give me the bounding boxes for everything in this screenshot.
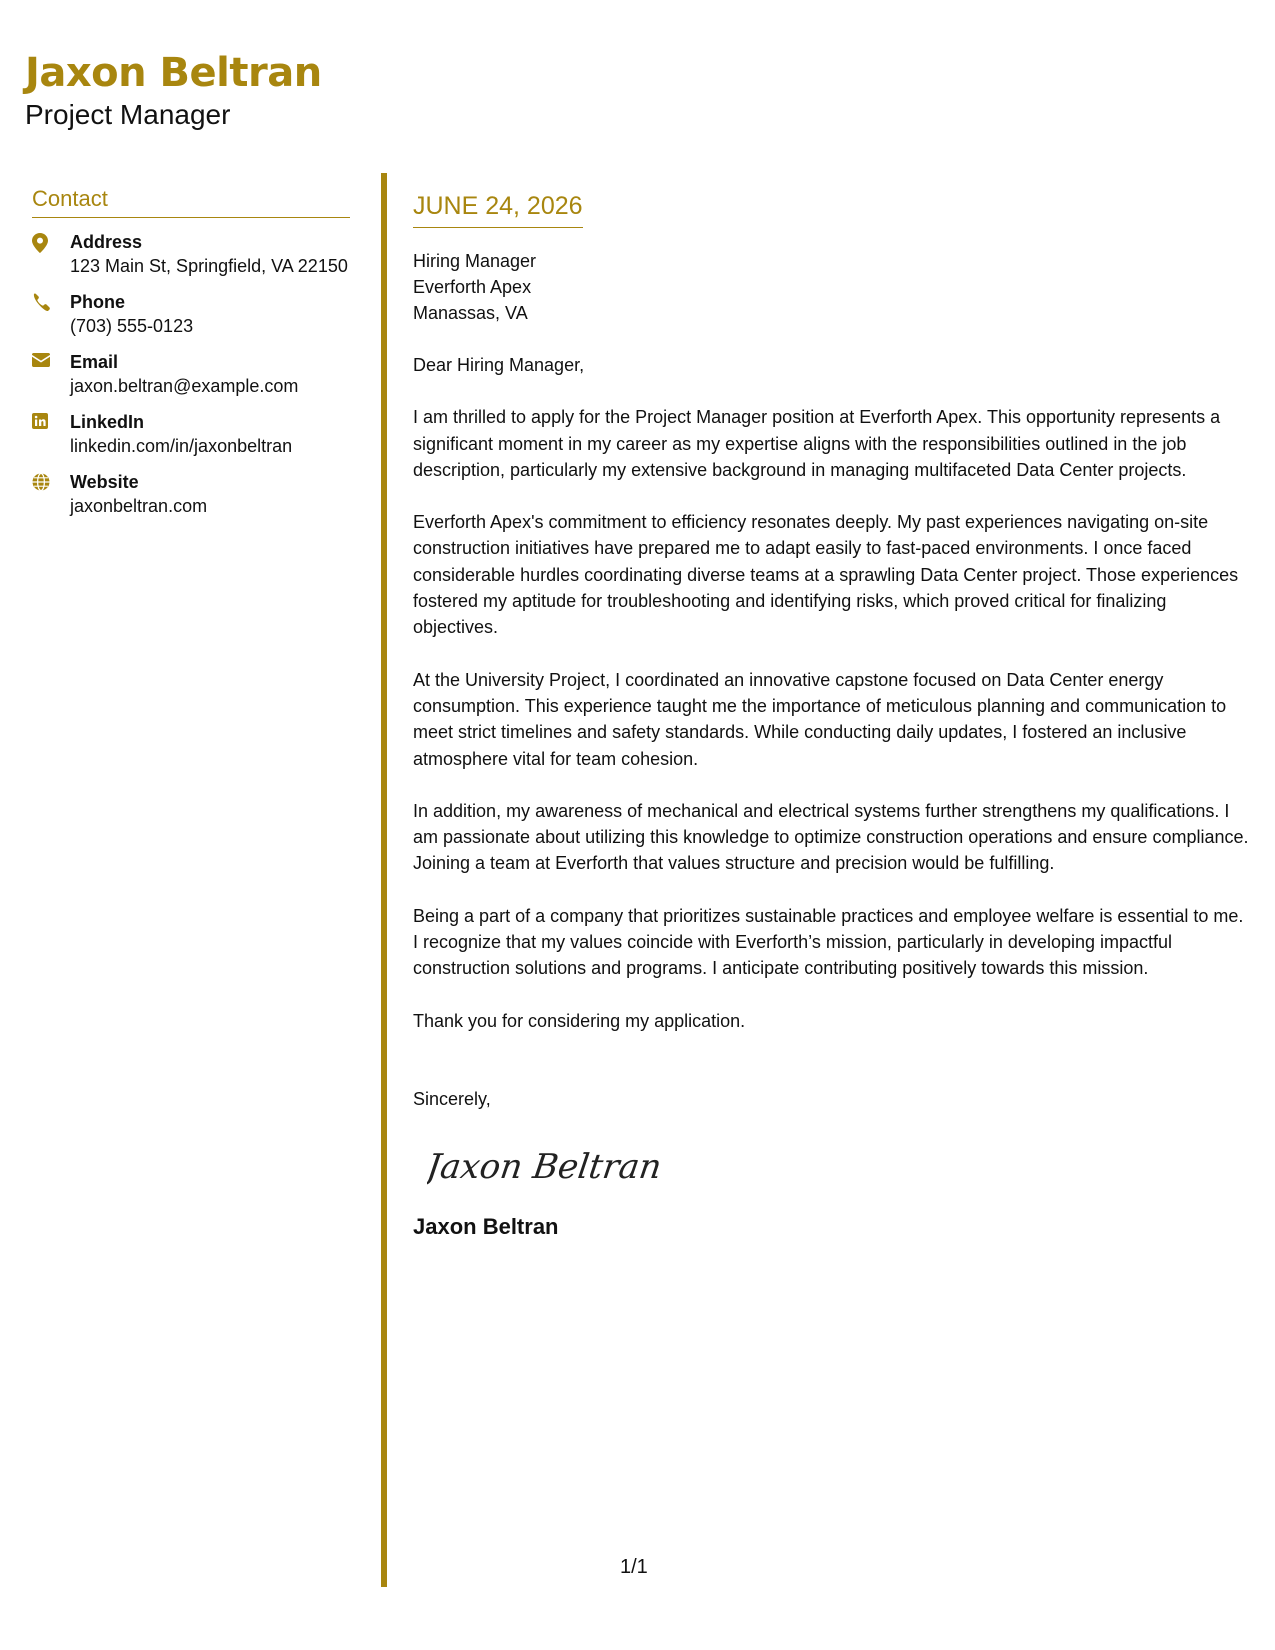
applicant-name: Jaxon Beltran: [25, 50, 322, 96]
website-label: Website: [70, 472, 139, 492]
contact-linkedin: [32, 410, 350, 458]
linkedin-icon: [32, 410, 70, 458]
email-label: Email: [70, 352, 119, 372]
website-value: jaxonbeltran.com: [70, 496, 208, 516]
contact-phone: [32, 290, 350, 338]
header: [25, 48, 322, 132]
address-value: 123 Main St, Springfield, VA 22150: [70, 256, 348, 276]
phone-icon: [32, 290, 70, 338]
linkedin-value: linkedin.com/in/jaxonbeltran: [70, 436, 293, 456]
contact-website: [32, 470, 350, 518]
email-value: jaxon.beltran@example.com: [70, 376, 299, 396]
phone-value: (703) 555-0123: [70, 316, 194, 336]
envelope-icon: [32, 350, 70, 398]
signer-name: Jaxon Beltran: [413, 1213, 559, 1239]
closing: Sincerely,: [413, 1088, 491, 1109]
address-label: Address: [70, 232, 143, 252]
salutation: Dear Hiring Manager,: [413, 355, 585, 375]
letter-body: [413, 190, 1253, 1240]
paragraph: At the University Project, I coordinated an innovative capstone focused on Data Center energy consumption. This experience taught me the importance of meticulous planning and communication to meet strict timelines and safety standards. While conducting daily updates, I fostered an inclusive atmosphere vital for team cohesion.: [413, 669, 1227, 769]
contact-heading: Contact: [32, 186, 350, 218]
contact-address: [32, 230, 350, 278]
signature-image: [427, 1138, 1253, 1201]
contact-sidebar: [32, 186, 350, 530]
contact-email: [32, 350, 350, 398]
letter-date: JUNE 24, 2026: [413, 190, 583, 228]
recipient-company: Everforth Apex: [413, 277, 532, 297]
linkedin-label: LinkedIn: [70, 412, 145, 432]
recipient-title: Hiring Manager: [413, 251, 537, 271]
globe-icon: [32, 470, 70, 518]
recipient-block: [413, 248, 1253, 326]
paragraph: Thank you for considering my application.: [413, 1010, 746, 1031]
paragraph: Being a part of a company that prioritizes sustainable practices and employee welfare is essential to me. I recognize that my values coincide with Everforth’s mission, particularly in developing impactful construction solutions and programs. I anticipate contributing positively towards this mission.: [413, 905, 1244, 979]
paragraph: Everforth Apex's commitment to efficiency resonates deeply. My past experiences navigating on-site construction initiatives have prepared me to adapt easily to fast-paced environments. I once faced considerable hurdles coordinating diverse teams at a sprawling Data Center project. Those experiences fostered my aptitude for troubleshooting and identifying risks, which proved critical for finalizing objectives.: [413, 512, 1239, 638]
map-pin-icon: [32, 230, 70, 278]
vertical-divider: [381, 173, 387, 1587]
paragraph: I am thrilled to apply for the Project Manager position at Everforth Apex. This opportunity represents a significant moment in my career as my expertise aligns with the responsibilities outlined in the job description, particularly my extensive background in managing multifaceted Data Center projects.: [413, 407, 1221, 480]
applicant-title: Project Manager: [25, 99, 231, 130]
recipient-location: Manassas, VA: [413, 303, 528, 323]
paragraph: In addition, my awareness of mechanical and electrical systems further strengthens my qualifications. I am passionate about utilizing this knowledge to optimize construction operations and ensure compliance. Joining a team at Everforth that values structure and precision would be fulfilling.: [413, 800, 1249, 874]
page-number: 1/1: [620, 1556, 648, 1578]
phone-label: Phone: [70, 292, 126, 312]
signature-text: Jaxon Beltran: [427, 1147, 664, 1188]
